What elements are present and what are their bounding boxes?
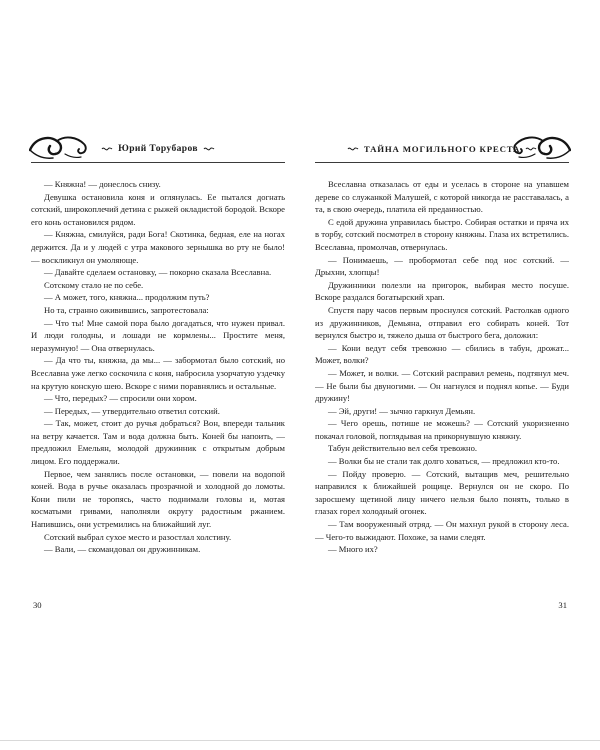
page-edge-line [0, 740, 600, 741]
left-page-text [31, 178, 285, 602]
ornamental-scroll-icon [29, 134, 87, 160]
paragraph: С едой дружина управилась быстро. Собирая остатки и пряча их в торбу, сотский посмотрел в сторону княжны. Глаза их встретились. Всеславна, промолчав, отвернулась. [315, 216, 569, 252]
book-title: ТАЙНА МОГИЛЬНОГО КРЕСТА [363, 144, 521, 154]
paragraph: Дружинники полезли на пригорок, выбирая место посуше. Вскоре раздался богатырский храп. [315, 279, 569, 303]
paragraph: — А может, того, княжна... продолжим путь? [44, 292, 210, 303]
squiggle-icon [101, 146, 113, 152]
paragraph: — Так, может, стоит до ручья добраться? Вон, впереди тальник на ветру качается. Там и вода должна быть. Коней бы напоить, — предложил Емельян, молодой дружинник с открытым добрым лицом. Его поддержали. [31, 418, 285, 467]
book-spread [31, 137, 569, 610]
paragraph: — Пойду проверю. — Сотский, вытащив меч, решительно направился к ближайшей рощице. Вернулся он не скоро. По заросшему щетиной лицу ничего нельзя было понять, только в глазах горел холодный огонек. [315, 468, 569, 517]
paragraph: — Чего орешь, потише не можешь? — Сотский укоризненно покачал головой, поглядывая на прикорнувшую княжну. [315, 418, 569, 441]
paragraph: — Давайте сделаем остановку, — покорно сказала Всеславна. [44, 267, 272, 278]
page-number-left: 30 [33, 600, 42, 610]
squiggle-icon [347, 146, 359, 152]
paragraph: — Кони ведут себя тревожно — сбились в табун, дрожат... Может, волки? [315, 342, 569, 366]
paragraph: Девушка остановила коня и оглянулась. Ее пытался догнать сотский, широкоплечий детина с рыжей окладистой бородой. Вскоре его конь остановился рядом. [31, 191, 285, 227]
left-page-header [31, 137, 285, 165]
paragraph: Всеславна отказалась от еды и уселась в стороне на упавшем дереве со служанкой Малушей, с которой никогда не расставалась, а та, в свою очередь, платила ей преданностью. [315, 179, 569, 215]
right-page-header [315, 137, 569, 165]
paragraph: Сотский выбрал сухое место и разостлал холстину. [44, 531, 232, 542]
author-name: Юрий Торубаров [118, 144, 198, 154]
paragraph: — Вали, — скомандовал он дружинникам. [44, 544, 201, 555]
left-page [31, 137, 285, 610]
paragraph: — Что, передых? — спросили они хором. [44, 393, 197, 404]
paragraph: — Что ты! Мне самой пора было догадаться, что нужен привал. И люди голодны, и лошади не кормлены... Простите меня, неразумную! — Она отвернулась. [31, 317, 285, 353]
paragraph: — Волки бы не стали так долго ховаться, — предложил кто-то. [328, 456, 560, 467]
paragraph: — Передых, — утвердительно ответил сотский. [44, 405, 220, 416]
ornamental-scroll-icon [513, 134, 571, 160]
paragraph: — Княжна, смилуйся, ради Бога! Скотинка, бедная, еле на ногах держится. Да и у людей с утра макового зернышка во рту не было! — воскликнул он умоляюще. [31, 229, 285, 265]
right-page [315, 137, 569, 610]
header-rule [31, 162, 285, 163]
paragraph: — Эй, други! — зычно гаркнул Демьян. [328, 405, 476, 416]
header-rule [315, 162, 569, 163]
paragraph: — Там вооруженный отряд. — Он махнул рукой в сторону леса. — Чего-то выжидают. Похоже, за нами следят. [315, 519, 569, 542]
squiggle-icon [203, 146, 215, 152]
paragraph: Табун действительно вел себя тревожно. [328, 443, 478, 454]
paragraph: Первое, чем занялись после остановки, — повели на водопой коней. Вода в ручье оказалась прозрачной и холодной до ломоты. Кони пили не торопясь, часто поднимали головы и, мотая косматыми гривами, наполняли округу радостным ржанием. Напившись, они устремились на ближайший луг. [31, 468, 285, 530]
paragraph: — Много их? [328, 544, 378, 555]
paragraph: Спустя пару часов первым проснулся сотский. Растолкав одного из дружинников, Демьяна, отправил его собирать коней. Тот вернулся быстро и, тяжело дыша от быстрого бега, доложил: [315, 304, 569, 341]
paragraph: Сотскому стало не по себе. [44, 279, 144, 290]
paragraph: — Да что ты, княжна, да мы... — забормотал было сотский, но Всеславна уже легко соскочила с коня, набросила узорчатую уздечку на крутую конскую шею. Вскоре с ними поравнялись и остальные. [31, 355, 285, 391]
paragraph: — Может, и волки. — Сотский расправил ремень, подтянул меч. — Не были бы двуногими. — Он нагнулся и поднял копье. — Буди дружину! [315, 367, 569, 404]
paragraph: Но та, странно оживившись, запротестовала: [44, 304, 209, 315]
right-page-text [315, 178, 569, 602]
paragraph: — Княжна! — донеслось снизу. [44, 179, 161, 189]
page-number-right: 31 [558, 600, 567, 610]
paragraph: — Понимаешь, — пробормотал себе под нос сотский. — Дрыхни, хлопцы! [315, 254, 569, 278]
